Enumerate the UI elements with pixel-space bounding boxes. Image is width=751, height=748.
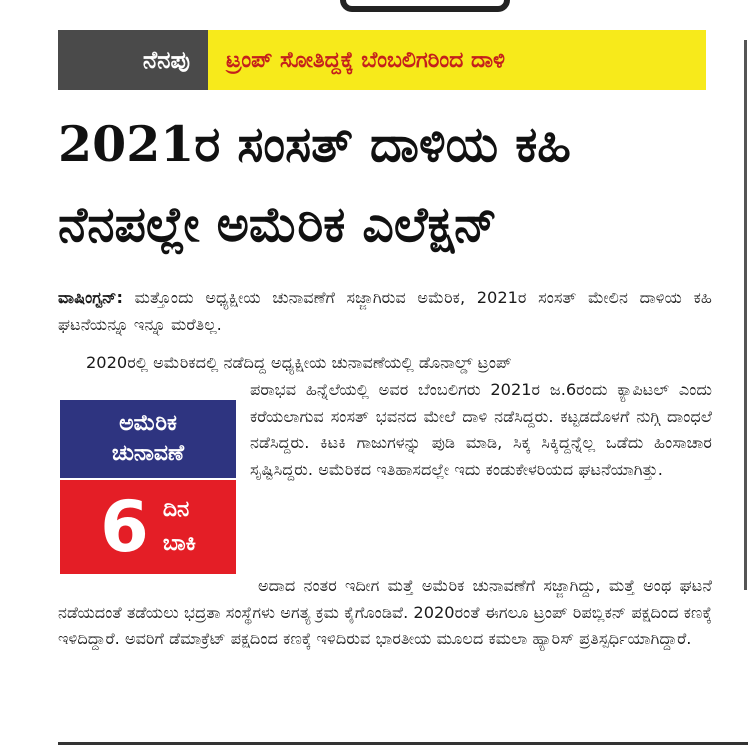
tagline-banner	[58, 30, 706, 90]
article-paragraph-1	[58, 285, 712, 338]
countdown-title-line-1: ಅಮೆರಿಕ	[119, 411, 177, 436]
countdown-unit-days: ದಿನ	[162, 497, 190, 522]
countdown-title	[58, 398, 238, 480]
article-paragraph-2-first-line: 2020ರಲ್ಲಿ ಅಮೆರಿಕದಲ್ಲಿ ನಡೆದಿದ್ದ ಅಧ್ಯಕ್ಷೀಯ ಚುನಾವಣೆಯಲ್ಲಿ ಡೊನಾಲ್ಡ್ ಟ್ರಂಪ್	[86, 353, 512, 372]
bottom-rule	[58, 742, 748, 745]
headline-line-2: ನೆನಪಲ್ಲೇ ಅಮೆರಿಕ ಎಲೆಕ್ಷನ್	[58, 195, 498, 253]
countdown-units	[163, 493, 196, 561]
headline-line-1: 2021ರ ಸಂಸತ್ ದಾಳಿಯ ಕಹಿ	[58, 115, 571, 173]
countdown-title-line-2: ಚುನಾವಣೆ	[111, 441, 185, 466]
article-paragraph-2-wrapped: ಪರಾಭವ ಹಿನ್ನೆಲೆಯಲ್ಲಿ ಅವರ ಬೆಂಬಲಿಗರು 2021ರ ಜ.6ರಂದು ಕ್ಯಾಪಿಟಲ್ ಎಂದು ಕರೆಯಲಾಗುವ ಸಂಸತ್ ಭವನದ ಮೇಲೆ ದಾಳಿ ನಡೆಸಿದ್ದರು. ಕಟ್ಟಡದೊಳಗೆ ನುಗ್ಗಿ ದಾಂಧಲೆ ನಡೆಸಿದ್ದರು. ಕಿಟಕಿ ಗಾಜುಗಳನ್ನು ಪುಡಿ ಮಾಡಿ, ಸಿಕ್ಕ ಸಿಕ್ಕಿದ್ದನ್ನೆಲ್ಲ ಒಡೆದು ಹಿಂಸಾಚಾರ ಸೃಷ್ಟಿಸಿದ್ದರು. ಅಮೆರಿಕದ ಇತಿಹಾಸದಲ್ಲೇ ಇದು ಕಂಡುಕೇಳರಿಯದ ಘಟನೆಯಾಗಿತ್ತು.	[250, 380, 712, 479]
election-countdown-box	[58, 398, 238, 576]
paragraph-1-text: ಮತ್ತೊಂದು ಅಧ್ಯಕ್ಷೀಯ ಚುನಾವಣೆಗೆ ಸಜ್ಜಾಗಿರುವ ಅಮೆರಿಕ, 2021ರ ಸಂಸತ್ ಮೇಲಿನ ದಾಳಿಯ ಕಹಿ ಘಟನೆಯನ್ನೂ ಇನ್ನೂ ಮರೆತಿಲ್ಲ.	[58, 288, 712, 334]
tag-label: ನೆನಪು	[58, 30, 208, 90]
top-clip-decoration	[340, 0, 510, 12]
countdown-days	[58, 480, 238, 576]
headline	[58, 104, 738, 264]
dateline: ವಾಷಿಂಗ್ಟನ್:	[58, 288, 123, 307]
column-divider	[744, 40, 747, 590]
tag-text: ಟ್ರಂಪ್ ಸೋತಿದ್ದಕ್ಕೆ ಬೆಂಬಲಿಗರಿಂದ ದಾಳಿ	[208, 30, 706, 90]
article-paragraph-3: ಅದಾದ ನಂತರ ಇದೀಗ ಮತ್ತೆ ಅಮೆರಿಕ ಚುನಾವಣೆಗೆ ಸಜ್ಜಾಗಿದ್ದು, ಮತ್ತೆ ಅಂಥ ಘಟನೆ ನಡೆಯದಂತೆ ತಡೆಯಲು ಭದ್ರತಾ ಸಂಸ್ಥೆಗಳು ಅಗತ್ಯ ಕ್ರಮ ಕೈಗೊಂಡಿವೆ. 2020ರಂತೆ ಈಗಲೂ ಟ್ರಂಪ್ ರಿಪಬ್ಲಿಕನ್ ಪಕ್ಷದಿಂದ ಕಣಕ್ಕೆ ಇಳಿದಿದ್ದಾರೆ. ಅವರಿಗೆ ಡೆಮಾಕ್ರೆಟ್ ಪಕ್ಷದಿಂದ ಕಣಕ್ಕೆ ಇಳಿದಿರುವ ಭಾರತೀಯ ಮೂಲದ ಕಮಲಾ ಹ್ಯಾರಿಸ್ ಪ್ರತಿಸ್ಪರ್ಧಿಯಾಗಿದ್ದಾರೆ.	[58, 576, 712, 648]
countdown-unit-remaining: ಬಾಕಿ	[162, 531, 196, 556]
countdown-number: 6	[100, 486, 149, 568]
